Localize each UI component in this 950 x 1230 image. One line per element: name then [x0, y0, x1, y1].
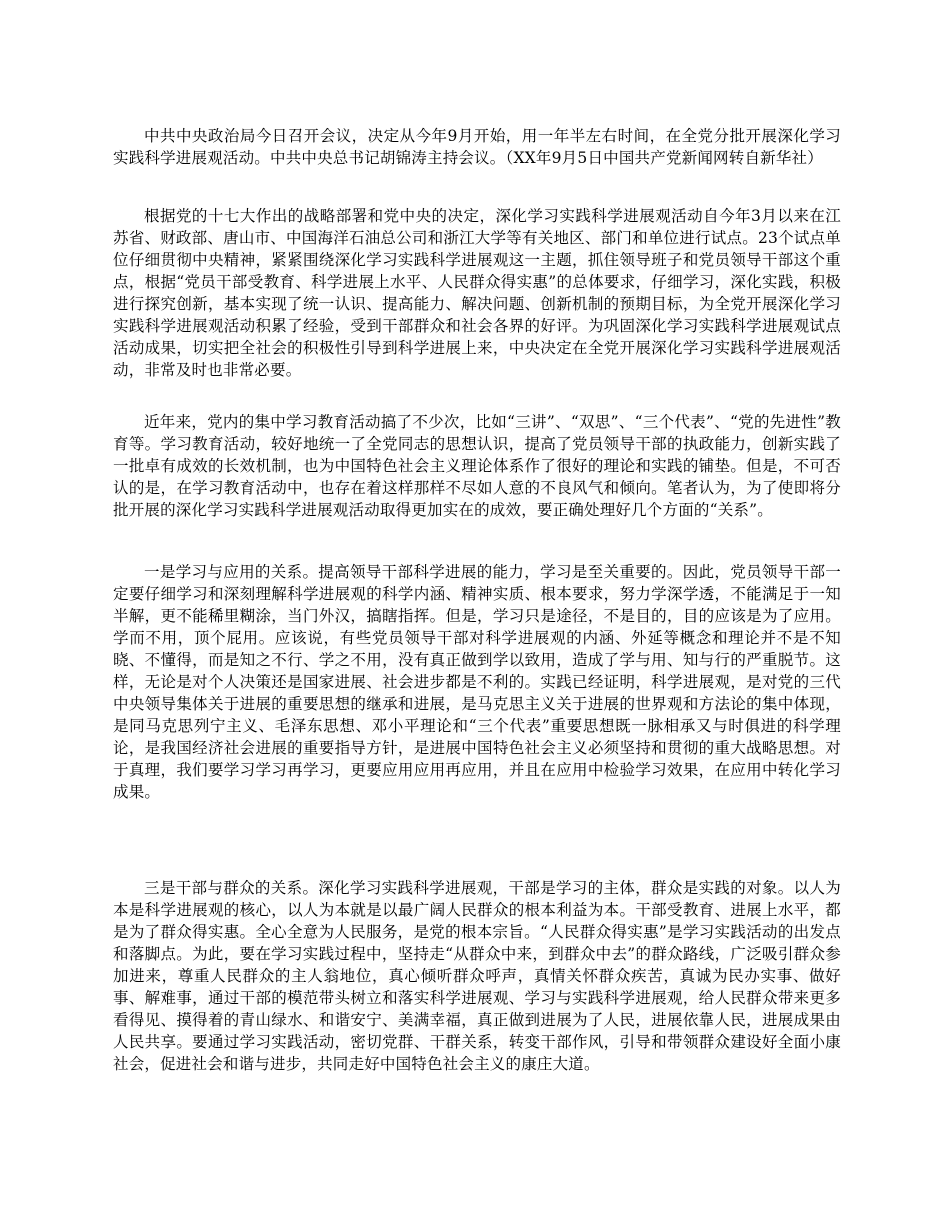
paragraph-5: 三是干部与群众的关系。深化学习实践科学进展观，干部是学习的主体，群众是实践的对象。以人为本是科学进展观的核心，以人为本就是以最广阔人民群众的根本利益为本。干部受教育、进展上水平，都是为了群众得实惠。全心全意为人民服务，是党的根本宗旨。“人民群众得实惠”是学习实践活动的出发点和落脚点。为此，要在学习实践过程中，坚持走“从群众中来，到群众中去”的群众路线，广泛吸引群众参加进来，尊重人民群众的主人翁地位，真心倾听群众呼声，真情关怀群众疾苦，真诚为民办实事、做好事、解难事，通过干部的模范带头树立和落实科学进展观、学习与实践科学进展观，给人民群众带来更多看得见、摸得着的青山绿水、和谐安宁、美满幸福，真正做到进展为了人民，进展依靠人民，进展成果由人民共享。要通过学习实践活动，密切党群、干群关系，转变干部作风，引导和带领群众建设好全面小康社会，促进社会和谐与进步，共同走好中国特色社会主义的康庄大道。 [113, 879, 841, 1073]
paragraph-3: 近年来，党内的集中学习教育活动搞了不少次，比如“三讲”、“双思”、“三个代表”、“党的先进性”教育等。学习教育活动，较好地统一了全党同志的思想认识，提高了党员领导干部的执政能力，创新实践了一批卓有成效的长效机制，也为中国特色社会主义理论体系作了很好的理论和实践的铺垫。但是，不可否认的是，在学习教育活动中，也存在着这样那样不尽如人意的不良风气和倾向。笔者认为，为了使即将分批开展的深化学习实践科学进展观活动取得更加实在的成效，要正确处理好几个方面的“关系”。 [113, 413, 841, 519]
paragraph-2: 根据党的十七大作出的战略部署和党中央的决定，深化学习实践科学进展观活动自今年3月以来在江苏省、财政部、唐山市、中国海洋石油总公司和浙江大学等有关地区、部门和单位进行试点。23个试点单位仔细贯彻中央精神，紧紧围绕深化学习实践科学进展观这一主题，抓住领导班子和党员领导干部这个重点，根据“党员干部受教育、科学进展上水平、人民群众得实惠”的总体要求，仔细学习，深化实践，积极进行探究创新，基本实现了统一认识、提高能力、解决问题、创新机制的预期目标，为全党开展深化学习实践科学进展观活动积累了经验，受到干部群众和社会各界的好评。为巩固深化学习实践科学进展观试点活动成果，切实把全社会的积极性引导到科学进展上来，中央决定在全党开展深化学习实践科学进展观活动，非常及时也非常必要。 [113, 207, 841, 379]
paragraph-4: 一是学习与应用的关系。提高领导干部科学进展的能力，学习是至关重要的。因此，党员领导干部一定要仔细学习和深刻理解科学进展观的科学内涵、精神实质、根本要求，努力学深学透，不能满足于一知半解，更不能稀里糊涂，当门外汉，搞瞎指挥。但是，学习只是途径，不是目的，目的应该是为了应用。学而不用，顶个屁用。应该说，有些党员领导干部对科学进展观的内涵、外延等概念和理论并不是不知晓、不懂得，而是知之不行、学之不用，没有真正做到学以致用，造成了学与用、知与行的严重脱节。这样，无论是对个人决策还是国家进展、社会进步都是不利的。实践已经证明，科学进展观，是对党的三代中央领导集体关于进展的重要思想的继承和进展，是马克思主义关于进展的世界观和方法论的集中体现，是同马克思列宁主义、毛泽东思想、邓小平理论和“三个代表”重要思想既一脉相承又与时俱进的科学理论，是我国经济社会进展的重要指导方针，是进展中国特色社会主义必须坚持和贯彻的重大战略思想。对于真理，我们要学习学习再学习，更要应用应用再应用，并且在应用中检验学习效果，在应用中转化学习成果。 [113, 563, 841, 801]
paragraph-1: 中共中央政治局今日召开会议，决定从今年9月开始，用一年半左右时间，在全党分批开展深化学习实践科学进展观活动。中共中央总书记胡锦涛主持会议。（XX年9月5日中国共产党新闻网转自新华社） [113, 127, 841, 167]
